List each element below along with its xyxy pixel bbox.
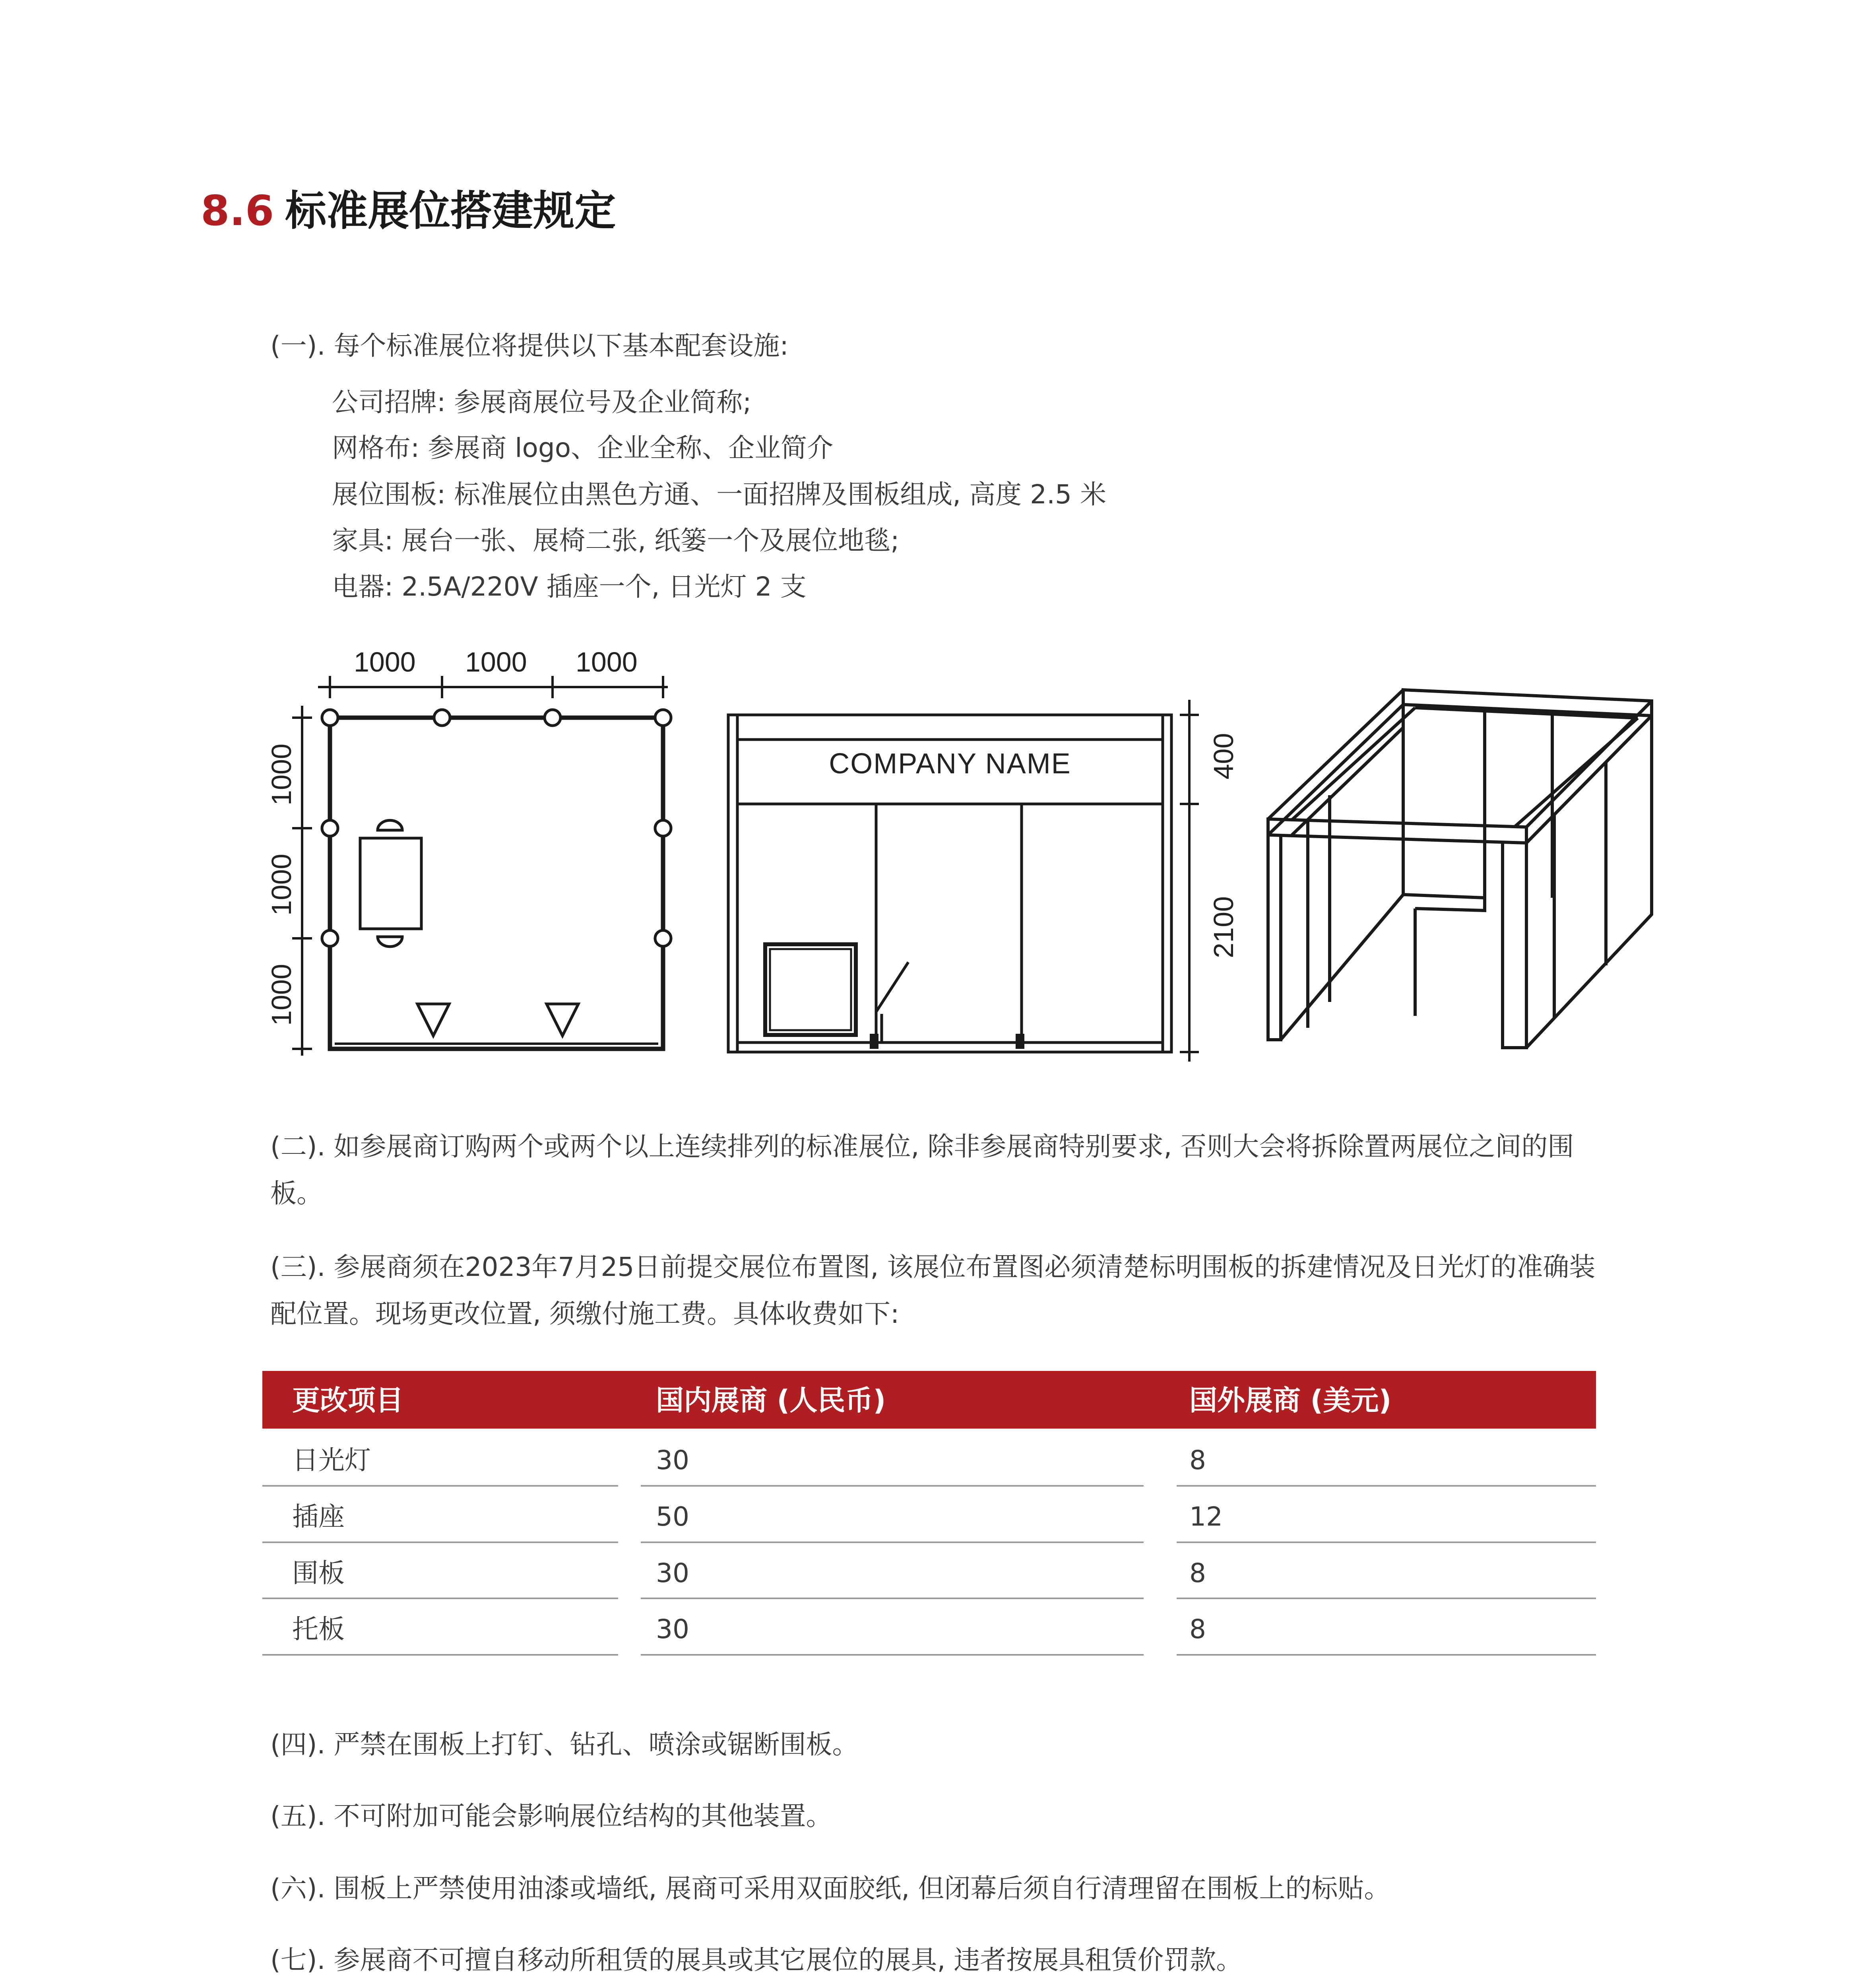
row-divider [1177, 1541, 1596, 1543]
table-cell: 30 [656, 1614, 689, 1644]
plan-depth-label: 1000 [266, 744, 297, 806]
facility-item: 公司招牌: 参展商展位号及企业简称; [332, 387, 752, 417]
plan-depth-label: 1000 [266, 854, 297, 916]
row-divider [262, 1485, 618, 1487]
column-header: 更改项目 [292, 1384, 403, 1417]
table-cell: 50 [656, 1501, 689, 1532]
clause-3: (三). 参展商须在2023年7月25日前提交展位布置图, 该展位布置图必须清楚标明围板的拆建情况及日光灯的准确装配位置。现场更改位置, 须缴付施工费。具体收费如下: [270, 1252, 1596, 1329]
fascia-height-label: 400 [1208, 733, 1239, 780]
section-title: 标准展位搭建规定 [285, 186, 616, 235]
column-header: 国内展商 (人民币) [656, 1384, 886, 1417]
facility-item: 家具: 展台一张、展椅二张, 纸篓一个及展位地毯; [332, 525, 900, 556]
rule-item: (四). 严禁在围板上打钉、钻孔、喷涂或锯断围板。 [270, 1729, 859, 1760]
row-divider [1177, 1485, 1596, 1487]
rule-item: (七). 参展商不可擅自移动所租赁的展具或其它展位的展具, 违者按展具租赁价罚款。 [270, 1945, 1243, 1975]
row-divider [262, 1598, 618, 1599]
row-divider [1177, 1598, 1596, 1599]
table-cell: 插座 [292, 1501, 345, 1532]
section-number: 8.6 [201, 186, 274, 235]
table-cell: 8 [1189, 1614, 1206, 1644]
column-header: 国外展商 (美元) [1189, 1384, 1392, 1417]
isometric-view [1268, 690, 1652, 1048]
facility-item: 电器: 2.5A/220V 插座一个, 日光灯 2 支 [332, 571, 807, 602]
table-cell: 8 [1189, 1445, 1206, 1475]
fascia-company-name: COMPANY NAME [829, 748, 1071, 780]
plan-width-label: 1000 [576, 646, 638, 678]
table-cell: 托板 [292, 1614, 345, 1644]
row-divider [641, 1541, 1144, 1543]
row-divider [641, 1654, 1144, 1656]
table-cell: 8 [1189, 1558, 1206, 1588]
plan-view [292, 676, 671, 1056]
table-cell: 围板 [292, 1558, 345, 1588]
table-cell: 30 [656, 1558, 689, 1588]
intro-heading: (一). 每个标准展位将提供以下基本配套设施: [270, 330, 789, 361]
row-divider [262, 1654, 618, 1656]
row-divider [641, 1485, 1144, 1487]
plan-width-label: 1000 [465, 646, 527, 678]
facility-item: 展位围板: 标准展位由黑色方通、一面招牌及围板组成, 高度 2.5 米 [332, 479, 1107, 510]
row-divider [641, 1598, 1144, 1599]
row-divider [1177, 1654, 1596, 1656]
rule-item: (五). 不可附加可能会影响展位结构的其他装置。 [270, 1801, 832, 1831]
row-divider [262, 1541, 618, 1543]
table-cell: 30 [656, 1445, 689, 1475]
table-cell: 12 [1189, 1501, 1223, 1532]
rule-item: (六). 围板上严禁使用油漆或墙纸, 展商可采用双面胶纸, 但闭幕后须自行清理留在围板上的标贴。 [270, 1873, 1390, 1904]
table-cell: 日光灯 [292, 1445, 371, 1475]
wall-height-label: 2100 [1208, 896, 1239, 958]
plan-depth-label: 1000 [266, 964, 297, 1026]
facility-item: 网格布: 参展商 logo、企业全称、企业简介 [332, 433, 834, 463]
plan-width-label: 1000 [354, 646, 416, 678]
fee-table-header [262, 1371, 1596, 1429]
clause-2: (二). 如参展商订购两个或两个以上连续排列的标准展位, 除非参展商特别要求, 否则大会将拆除置两展位之间的围板。 [270, 1131, 1574, 1209]
